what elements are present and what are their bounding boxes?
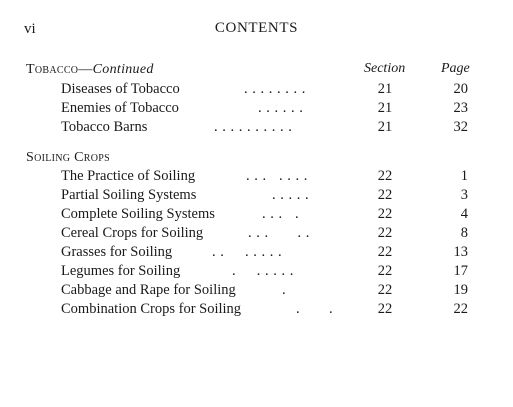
toc-entry — [0, 187, 513, 206]
entry-section: 22 — [377, 282, 393, 298]
group-heading-label: Soiling Crops — [26, 150, 110, 165]
toc-entry — [0, 81, 513, 100]
dot-leader: . . . . . . — [258, 100, 304, 116]
toc-entry — [0, 282, 513, 301]
entry-title: Cereal Crops for Soiling — [61, 225, 204, 241]
entry-title: Diseases of Tobacco — [61, 81, 180, 97]
entry-section: 21 — [377, 81, 393, 97]
entry-title: Cabbage and Rape for Soiling — [61, 282, 236, 298]
dot-leader: . . . . . . . — [212, 244, 283, 260]
entry-section: 22 — [377, 168, 393, 184]
dot-leader: . . . . . — [272, 187, 310, 203]
toc-entry — [0, 301, 513, 320]
toc-entry — [0, 263, 513, 282]
dot-leader: . — [282, 282, 287, 298]
entry-title: Enemies of Tobacco — [61, 100, 179, 116]
group-heading-label: Tobacco — [26, 62, 79, 77]
entry-page: 23 — [453, 100, 468, 116]
entry-title: Tobacco Barns — [61, 119, 148, 135]
dot-leader: . . . . . — [248, 225, 310, 241]
column-header-page: Page — [441, 61, 470, 76]
toc-entry — [0, 119, 513, 138]
entry-page: 32 — [453, 119, 468, 135]
dash: — — [78, 62, 93, 77]
column-header-section: Section — [364, 61, 406, 76]
entry-title: The Practice of Soiling — [61, 168, 196, 184]
entry-section: 22 — [377, 244, 393, 260]
entry-page: 17 — [453, 263, 468, 279]
dot-leader: . . . . . . . . . . — [214, 119, 293, 135]
entry-title: Legumes for Soiling — [61, 263, 181, 279]
dot-leader: . . . . . . . — [246, 168, 308, 184]
entry-section: 22 — [377, 301, 393, 317]
page-number: vi — [24, 21, 36, 37]
dot-leader: . . . . — [262, 206, 300, 222]
running-head: CONTENTS — [214, 20, 299, 36]
entry-title: Complete Soiling Systems — [61, 206, 215, 222]
entry-page: 13 — [453, 244, 468, 260]
entry-title: Partial Soiling Systems — [61, 187, 197, 203]
entry-page: 19 — [453, 282, 468, 298]
entry-section: 22 — [377, 225, 393, 241]
entry-section: 22 — [377, 206, 393, 222]
section-group-heading — [26, 150, 110, 166]
toc-entry — [0, 225, 513, 244]
entry-page: 1 — [460, 168, 468, 184]
toc-entry — [0, 100, 513, 119]
toc-entry — [0, 206, 513, 225]
entry-page: 4 — [460, 206, 468, 222]
entry-section: 22 — [377, 263, 393, 279]
section-group-heading — [26, 62, 154, 78]
entry-section: 22 — [377, 187, 393, 203]
entry-section: 21 — [377, 119, 393, 135]
entry-section: 21 — [377, 100, 393, 116]
entry-page: 20 — [453, 81, 468, 97]
continued-label: Continued — [92, 62, 154, 77]
entry-page: 8 — [460, 225, 468, 241]
entry-title: Combination Crops for Soiling — [61, 301, 242, 317]
entry-title: Grasses for Soiling — [61, 244, 173, 260]
dot-leader: . . — [296, 301, 334, 317]
entry-page: 3 — [460, 187, 468, 203]
toc-entry — [0, 168, 513, 187]
toc-entry — [0, 244, 513, 263]
dot-leader: . . . . . . . . — [244, 81, 306, 97]
entry-page: 22 — [453, 301, 468, 317]
dot-leader: . . . . . . — [232, 263, 294, 279]
